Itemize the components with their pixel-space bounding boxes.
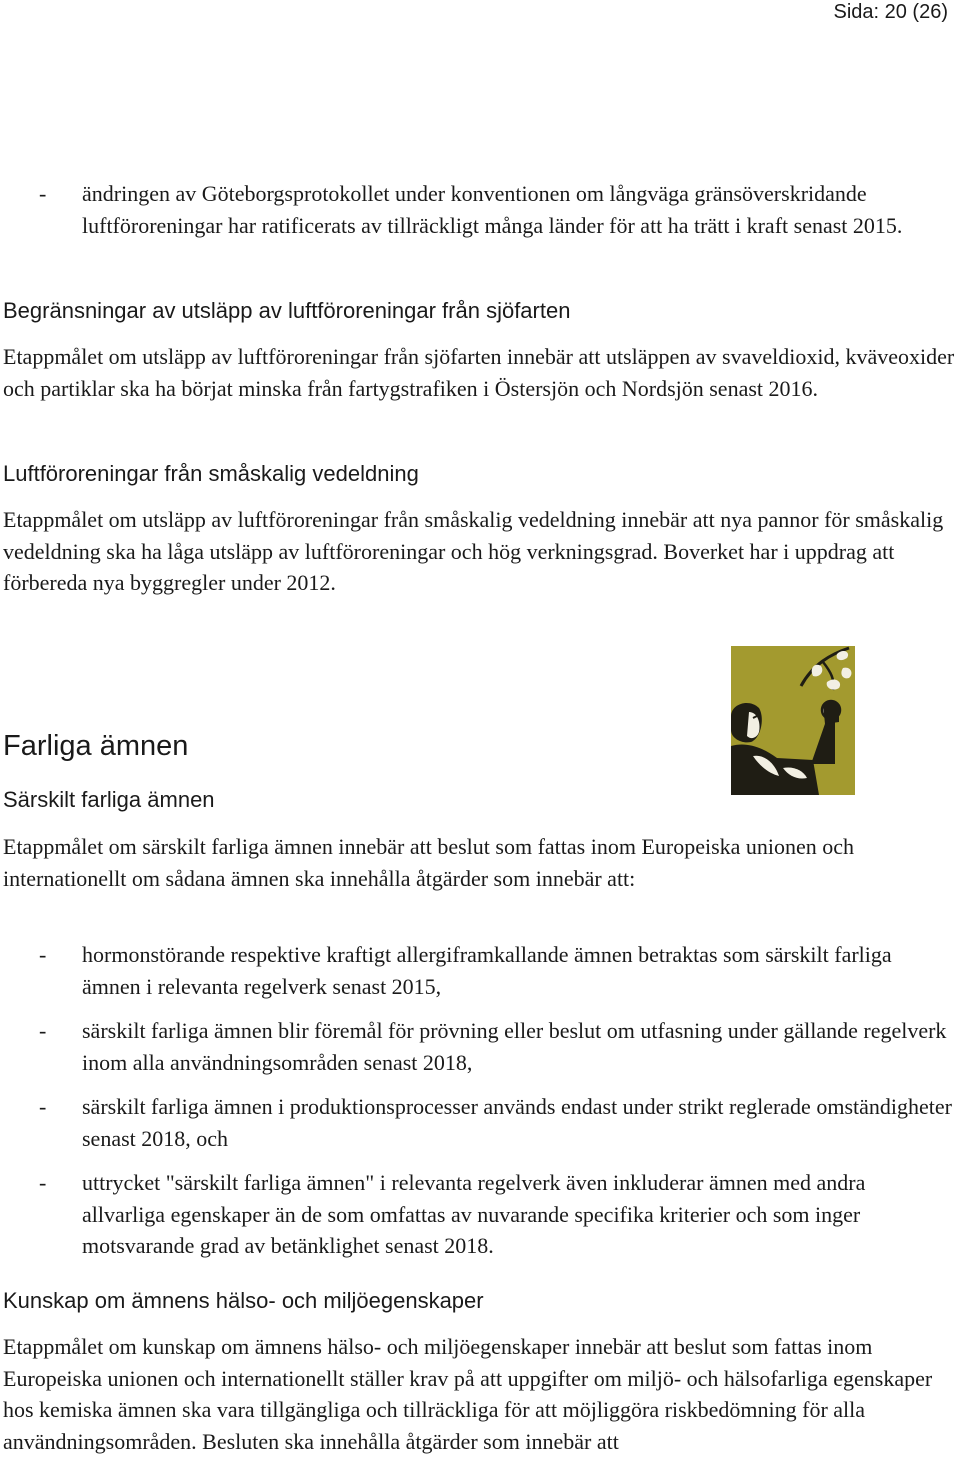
bullet-dash: -: [39, 1018, 47, 1043]
heading-knowledge: Kunskap om ämnens hälso- och miljöegenskaper: [3, 1288, 484, 1313]
person-picking-apple-illustration: [731, 646, 855, 795]
bullet-dash: -: [39, 181, 47, 206]
bullet-text: särskilt farliga ämnen blir föremål för prövning eller beslut om utfasning under gällande regelverk inom alla användningsområden senast 2018,: [82, 1018, 947, 1075]
bullet-text: ändringen av Göteborgsprotokollet under konventionen om långväga gränsöverskridande luftföroreningar har ratificerats av tillräckligt många länder för att ha trätt i kraft senast 2015.: [82, 181, 903, 238]
page-number: Sida: 20 (26): [833, 1, 948, 23]
page-section-title: Farliga ämnen: [3, 730, 189, 762]
paragraph-knowledge: Etappmålet om kunskap om ämnens hälso- och miljöegenskaper innebär att beslut som fattas inom Europeiska unionen och internationellt ställer krav på att uppgifter om miljö- och hälsofarliga egenskaper hos kemiska ämnen ska vara tillgängliga och tillräckliga för att möjliggöra riskbedömning för alla användningsområden. Besluten ska innehålla åtgärder som innebär att: [3, 1334, 933, 1454]
bullet-text: uttrycket "särskilt farliga ämnen" i relevanta regelverk även inkluderar ämnen med andra allvarliga egenskaper än de som omfattas av nuvarande specifika kriterier och som inger motsvarande grad av betänklighet senast 2018.: [82, 1170, 866, 1258]
bullet-text: särskilt farliga ämnen i produktionsprocesser används endast under strikt reglerade omständigheter senast 2018, och: [82, 1094, 952, 1151]
paragraph-hazardous-intro: Etappmålet om särskilt farliga ämnen innebär att beslut som fattas inom Europeiska unionen och internationellt om sådana ämnen ska innehålla åtgärder som innebär att:: [3, 834, 855, 891]
bullet-dash: -: [39, 1170, 47, 1195]
bullet-dash: -: [39, 1094, 47, 1119]
heading-woodburning: Luftföroreningar från småskalig vedeldning: [3, 461, 419, 486]
paragraph-shipping: Etappmålet om utsläpp av luftföroreningar från sjöfarten innebär att utsläppen av svaveldioxid, kväveoxider och partiklar ska ha börjat minska från fartygstrafiken i Östersjön och Nordsjön senast 2016.: [3, 344, 955, 401]
heading-shipping: Begränsningar av utsläpp av luftföroreningar från sjöfarten: [3, 298, 571, 323]
paragraph-woodburning: Etappmålet om utsläpp av luftföroreningar från småskalig vedeldning innebär att nya pannor för småskalig vedeldning ska ha låga utsläpp av luftföroreningar och hög verkningsgrad. Boverket har i uppdrag att förbereda nya byggregler under 2012.: [3, 507, 944, 595]
bullet-text: hormonstörande respektive kraftigt allergiframkallande ämnen betraktas som särskilt farliga ämnen i relevanta regelverk senast 2015,: [82, 942, 892, 999]
heading-hazardous: Särskilt farliga ämnen: [3, 787, 215, 812]
bullet-dash: -: [39, 942, 47, 967]
